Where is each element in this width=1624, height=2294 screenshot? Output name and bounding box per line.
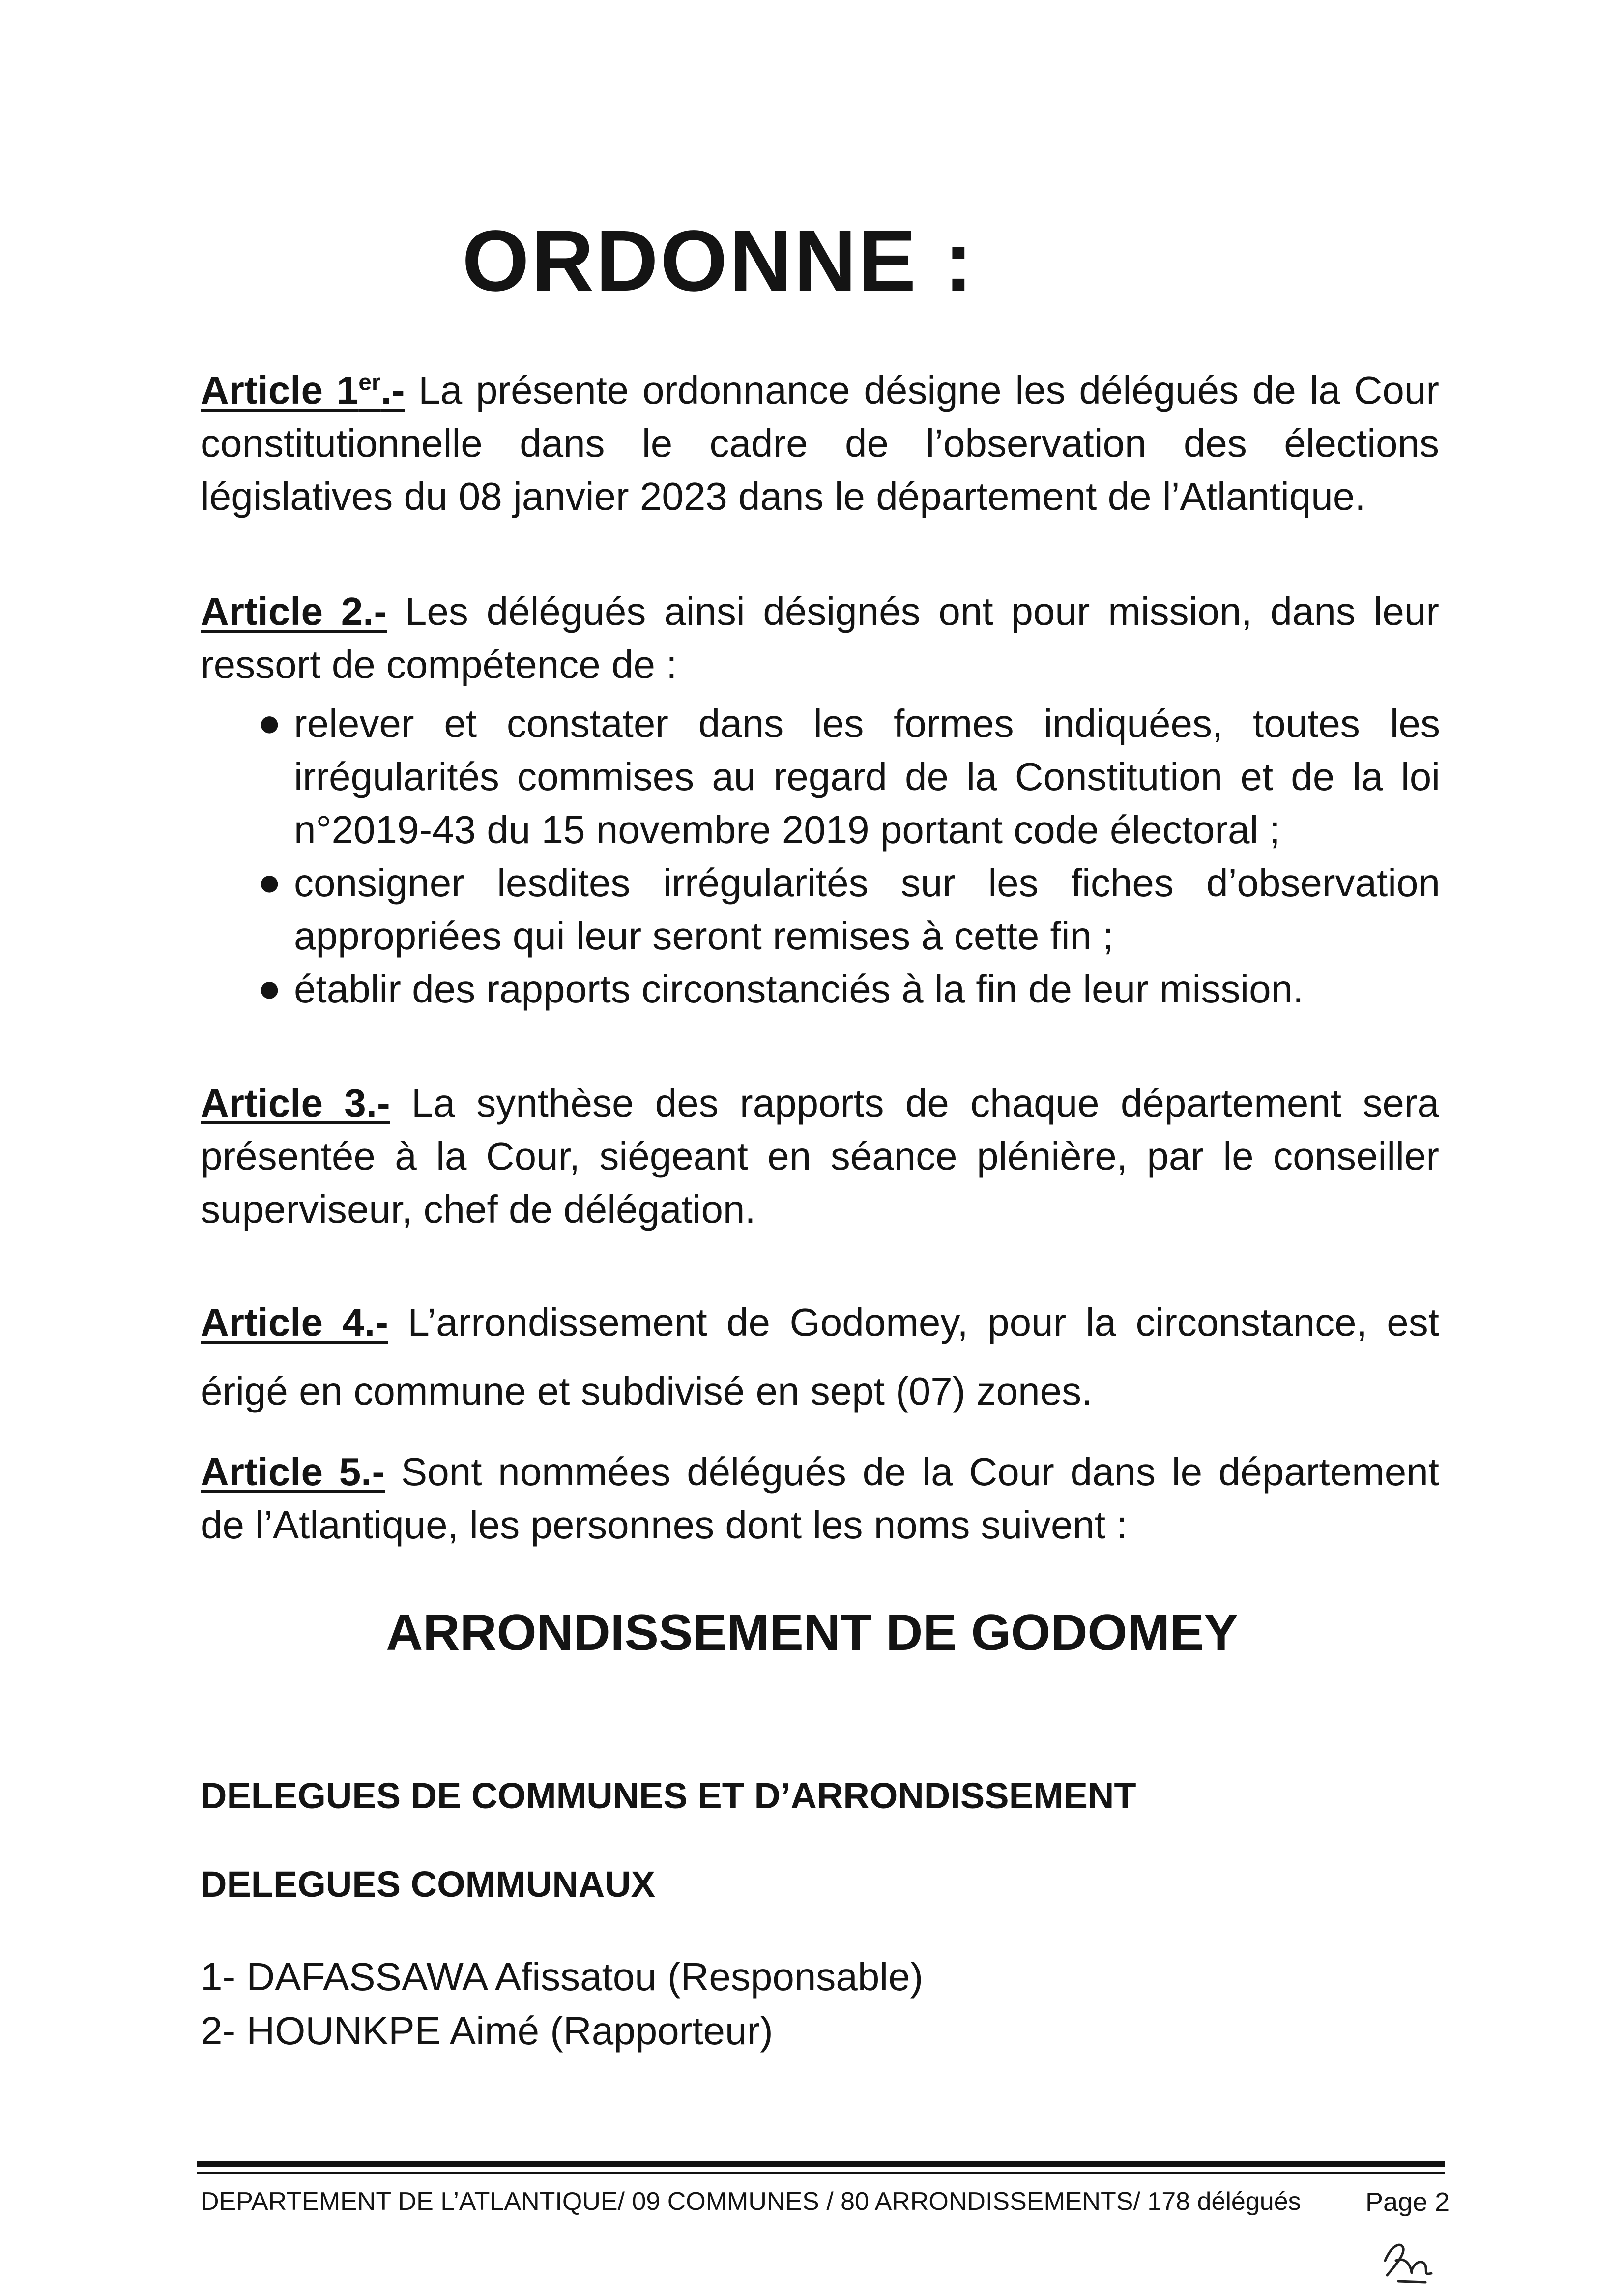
article-2 xyxy=(201,585,1439,691)
ordonne-heading: ORDONNE : xyxy=(462,213,975,309)
list-item xyxy=(256,963,1440,1016)
article-1-label: Article 1er.- xyxy=(201,368,405,412)
list-item xyxy=(256,697,1440,856)
article-3 xyxy=(201,1077,1439,1236)
article-1 xyxy=(201,364,1439,523)
article-5-text: Sont nommées délégués de la Cour dans le département de l’Atlantique, les personnes dont les noms suivent : xyxy=(201,1450,1440,1547)
bullet-text: relever et constater dans les formes indiquées, toutes les irrégularités commises au regard de la Constitution et de la loi n°2019-43 du 15 novembre 2019 portant code électoral ; xyxy=(294,702,1440,852)
bullet-dot-icon: ● xyxy=(258,860,282,904)
subheading-delegues-communaux: DELEGUES COMMUNAUX xyxy=(201,1864,656,1905)
delegate-item-2: 2- HOUNKPE Aimé (Rapporteur) xyxy=(201,2009,773,2053)
article-2-label: Article 2.- xyxy=(201,589,387,633)
footer-divider xyxy=(197,2161,1445,2167)
list-item xyxy=(256,856,1440,963)
footer-text: DEPARTEMENT DE L’ATLANTIQUE/ 09 COMMUNES / 80 ARRONDISSEMENTS/ 178 délégués xyxy=(201,2187,1301,2216)
handwritten-initials-signature xyxy=(1376,2226,1440,2285)
article-3-label: Article 3.- xyxy=(201,1081,390,1125)
article-4-label: Article 4.- xyxy=(201,1300,388,1344)
section-title: ARRONDISSEMENT DE GODOMEY xyxy=(386,1604,1238,1661)
article-3-text: La synthèse des rapports de chaque département sera présentée à la Cour, siégeant en séance plénière, par le conseiller superviseur, chef de délégation. xyxy=(201,1081,1439,1231)
article-4 xyxy=(201,1288,1439,1426)
article-2-text: Les délégués ainsi désignés ont pour mission, dans leur ressort de compétence de : xyxy=(201,589,1439,686)
article-1-text: La présente ordonnance désigne les délégués de la Cour constitutionnelle dans le cadre de l’observation des élections législatives du 08 janvier 2023 dans le département de l’Atlantique. xyxy=(201,368,1439,518)
subheading-delegues-communes: DELEGUES DE COMMUNES ET D’ARRONDISSEMENT xyxy=(201,1775,1136,1816)
bullet-text: consigner lesdites irrégularités sur les fiches d’observation appropriées qui leur seront remises à cette fin ; xyxy=(294,861,1440,958)
bullet-dot-icon: ● xyxy=(258,966,282,1010)
article-5-label: Article 5.- xyxy=(201,1450,385,1494)
article-5 xyxy=(201,1445,1439,1552)
bullet-dot-icon: ● xyxy=(258,701,282,744)
article-2-bullet-list xyxy=(256,697,1440,1016)
footer-divider-thin xyxy=(197,2172,1445,2174)
article-4-text: L’arrondissement de Godomey, pour la circonstance, est érigé en commune et subdivisé en sept (07) zones. xyxy=(201,1300,1440,1413)
bullet-text: établir des rapports circonstanciés à la fin de leur mission. xyxy=(294,967,1304,1011)
delegate-item-1: 1- DAFASSAWA Afissatou (Responsable) xyxy=(201,1955,924,1999)
page-number: Page 2 xyxy=(1365,2187,1450,2217)
